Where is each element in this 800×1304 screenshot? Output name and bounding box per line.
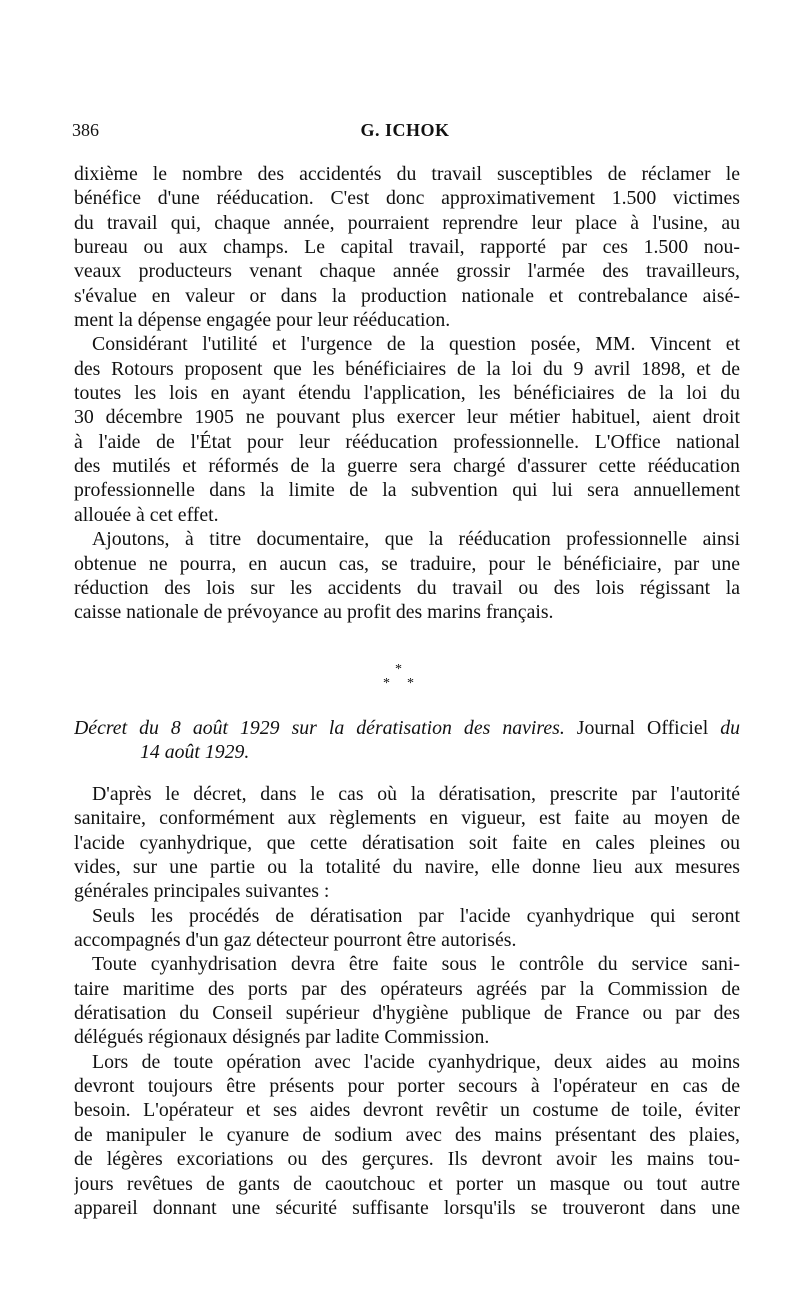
text-line: Ajoutons, à titre documentaire, que la rééducation professionnelle ainsi [92, 528, 740, 551]
page-number: 386 [72, 120, 99, 140]
text-line: à l'aide de l'État pour leur rééducation professionnelle. L'Office national [74, 430, 740, 453]
text-line: 30 décembre 1905 ne pouvant plus exercer leur métier habituel, aient droit [74, 406, 740, 429]
decree-title-roman: Journal Officiel [576, 717, 709, 739]
text-line: vides, sur une partie ou la totalité du navire, elle donne lieu aux mesures [74, 856, 740, 879]
text-line: du travail qui, chaque année, pourraient reprendre leur place à l'usine, au [74, 211, 740, 234]
text-line: sanitaire, conformément aux règlements en vigueur, est faite au moyen de [74, 807, 740, 830]
text-line: bureau ou aux champs. Le capital travail, rapporté par ces 1.500 nou- [74, 236, 740, 259]
page-header [72, 120, 738, 146]
separator-star: * [407, 676, 414, 691]
text-line: besoin. L'opérateur et ses aides devront revêtir un costume de toile, éviter [74, 1099, 740, 1122]
text-line: devront toujours être présents pour porter secours à l'opérateur en cas de [74, 1075, 740, 1098]
text-line: toutes les lois en ayant étendu l'application, les bénéficiaires de la loi du [74, 382, 740, 405]
section-deratisation [74, 782, 740, 1220]
decree-title [74, 716, 740, 765]
section-separator [378, 662, 418, 696]
text-line: appareil donnant une sécurité suffisante lorsqu'ils se trouveront dans une [74, 1196, 740, 1219]
text-line: Considérant l'utilité et l'urgence de la question posée, MM. Vincent et [92, 333, 740, 356]
running-head: G. ICHOK [360, 120, 450, 140]
text-line: de légères excoriations ou des gerçures. Ils devront avoir les mains tou- [74, 1148, 740, 1171]
text-line: dératisation du Conseil supérieur d'hygiène publique de France ou par des [74, 1002, 740, 1025]
text-line: veaux producteurs venant chaque année grossir l'armée des travailleurs, [74, 260, 740, 283]
separator-star: * [395, 662, 402, 677]
text-line: professionnelle dans la limite de la subvention qui lui sera annuellement [74, 479, 740, 502]
decree-date-line: 14 août 1929. [140, 741, 250, 764]
text-line: caisse nationale de prévoyance au profit des marins français. [74, 601, 554, 624]
text-line: des Rotours proposent que les bénéficiaires de la loi du 9 avril 1898, et de [74, 357, 740, 380]
text-line: ment la dépense engagée pour leur rééducation. [74, 309, 451, 332]
text-line: obtenue ne pourra, en aucun cas, se traduire, pour le bénéficiaire, par une [74, 552, 740, 575]
decree-title-italic-end: du [720, 717, 740, 739]
decree-title-line [74, 716, 740, 740]
text-line: des mutilés et réformés de la guerre sera chargé d'assurer cette rééducation [74, 455, 740, 478]
text-line: Lors de toute opération avec l'acide cyanhydrique, deux aides au moins [92, 1050, 740, 1073]
text-line: l'acide cyanhydrique, que cette dératisation soit faite en cales pleines ou [74, 831, 740, 854]
text-line: réduction des lois sur les accidents du travail ou des lois régissant la [74, 576, 740, 599]
text-line: générales principales suivantes : [74, 880, 330, 903]
text-line: D'après le décret, dans le cas où la dératisation, prescrite par l'autorité [92, 783, 740, 805]
text-line: dixième le nombre des accidentés du travail susceptibles de réclamer le [74, 163, 740, 185]
text-line: accompagnés d'un gaz détecteur pourront être autorisés. [74, 929, 517, 952]
text-line: s'évalue en valeur or dans la production nationale et contrebalance aisé- [74, 284, 740, 307]
text-line: Seuls les procédés de dératisation par l'acide cyanhydrique qui seront [92, 904, 740, 927]
text-line: Toute cyanhydrisation devra être faite sous le contrôle du service sani- [92, 953, 740, 976]
text-line: jours revêtues de gants de caoutchouc et porter un masque ou tout autre [74, 1172, 740, 1195]
text-line: allouée à cet effet. [74, 503, 219, 526]
text-line: de manipuler le cyanure de sodium avec des mains présentant des plaies, [74, 1123, 740, 1146]
text-line: bénéfice d'une rééducation. C'est donc approximativement 1.500 victimes [74, 187, 740, 210]
section-rehabilitation [74, 162, 740, 625]
decree-title-italic: Décret du 8 août 1929 sur la dératisation des navires. [74, 717, 565, 739]
separator-star: * [383, 676, 390, 691]
text-line: délégués régionaux désignés par ladite Commission. [74, 1026, 490, 1049]
text-line: taire maritime des ports par des opérateurs agréés par la Commission de [74, 977, 740, 1000]
